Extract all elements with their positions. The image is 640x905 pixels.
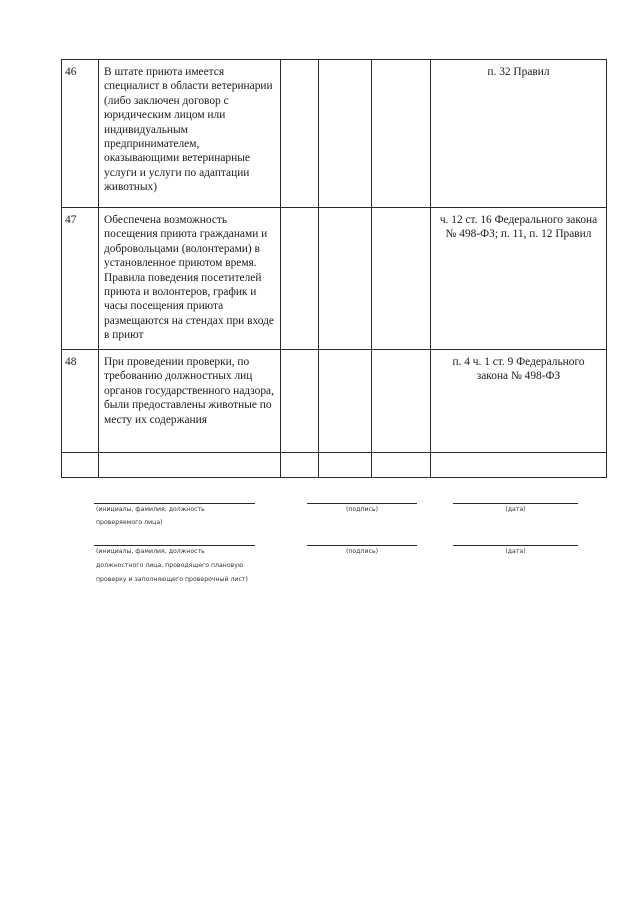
answer-cell — [372, 350, 431, 453]
legal-reference: п. 4 ч. 1 ст. 9 Федерального закона № 498-ФЗ — [431, 350, 607, 453]
answer-cell — [372, 60, 431, 208]
name-caption-cont: должностного лица, проводящего плановую — [96, 562, 244, 569]
table-row — [62, 208, 607, 350]
answer-cell — [319, 208, 372, 350]
empty-cell — [99, 453, 281, 478]
table-row — [62, 60, 607, 208]
date-caption: (дата) — [505, 548, 526, 555]
empty-cell — [281, 453, 319, 478]
signature-caption: (подпись) — [345, 548, 379, 555]
table-row-empty — [62, 453, 607, 478]
date-caption: (дата) — [505, 506, 526, 513]
legal-reference: ч. 12 ст. 16 Федерального закона № 498-ФЗ; п. 11, п. 12 Правил — [431, 208, 607, 350]
legal-reference: п. 32 Правил — [431, 60, 607, 208]
row-number: 46 — [62, 60, 99, 208]
requirement-text: В штате приюта имеется специалист в области ветеринарии (либо заключен договор с юридическим лицом или индивидуальным предпринимателем, оказывающими ветеринарные услуги и услуги по адаптации животных) — [99, 60, 281, 208]
date-line — [453, 545, 578, 546]
date-line — [453, 503, 578, 504]
signature-line — [307, 503, 417, 504]
signature-caption: (подпись) — [345, 506, 379, 513]
row-number: 47 — [62, 208, 99, 350]
requirement-text: При проведении проверки, по требованию должностных лиц органов государственного надзора, были предоставлены животные по месту их содержания — [99, 350, 281, 453]
checklist-table — [61, 59, 607, 478]
signature-line — [307, 545, 417, 546]
empty-cell — [372, 453, 431, 478]
table-row — [62, 350, 607, 453]
empty-cell — [62, 453, 99, 478]
answer-cell — [281, 60, 319, 208]
answer-cell — [319, 60, 372, 208]
answer-cell — [319, 350, 372, 453]
name-line — [94, 503, 255, 504]
name-caption-cont: проверяемого лица) — [96, 519, 163, 526]
empty-cell — [431, 453, 607, 478]
answer-cell — [281, 208, 319, 350]
empty-cell — [319, 453, 372, 478]
name-caption: (инициалы, фамилия, должность — [96, 548, 205, 555]
name-line — [94, 545, 255, 546]
row-number: 48 — [62, 350, 99, 453]
name-caption-cont2: проверку и заполняющего проверочный лист) — [96, 576, 248, 583]
requirement-text: Обеспечена возможность посещения приюта гражданами и добровольцами (волонтерами) в установленное приютом время. Правила поведения посетителей приюта и волонтеров, график и часы посещения приюта размещаются на стендах при входе в приют — [99, 208, 281, 350]
name-caption: (инициалы, фамилия, должность — [96, 506, 205, 513]
answer-cell — [281, 350, 319, 453]
answer-cell — [372, 208, 431, 350]
